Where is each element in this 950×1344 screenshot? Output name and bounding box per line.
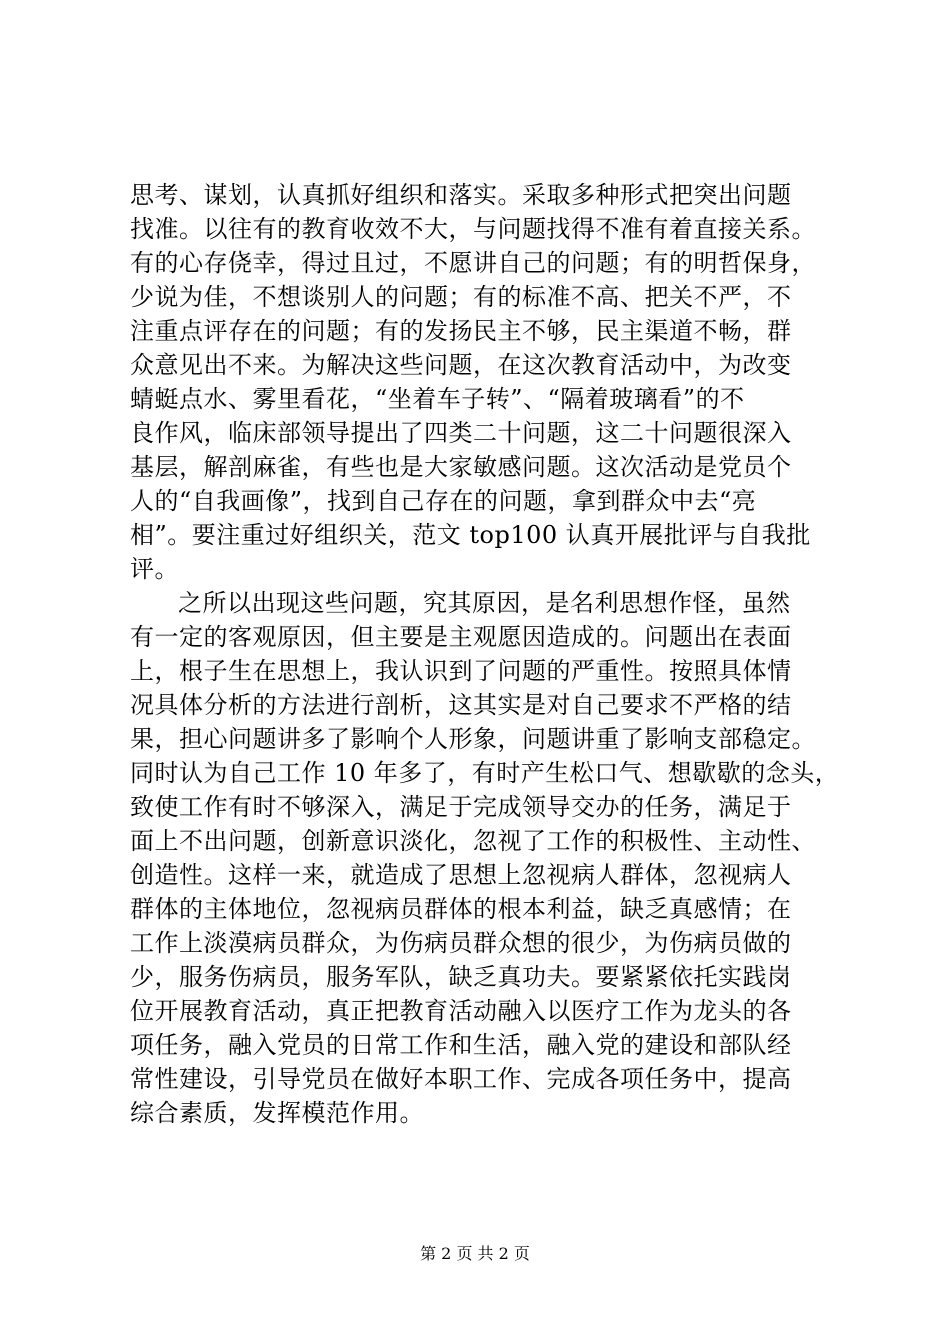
text-line: 位开展教育活动，真正把教育活动融入以医疗工作为龙头的各 bbox=[130, 997, 792, 1025]
text-line: 项任务，融入党员的日常工作和生活，融入党的建设和部队经 bbox=[130, 1031, 792, 1059]
text-line: 综合素质，发挥模范作用。 bbox=[130, 1099, 424, 1127]
text-line: 面上不出问题，创新意识淡化，忽视了工作的积极性、主动性、 bbox=[130, 827, 816, 855]
text-line: 良作风，临床部领导提出了四类二十问题，这二十问题很深入 bbox=[130, 419, 792, 447]
text-line: 相”。要注重过好组织关，范文 top100 认真开展批评与自我批 bbox=[130, 521, 811, 549]
text-line: 有的心存侥幸，得过且过，不愿讲自己的问题；有的明哲保身， bbox=[130, 249, 816, 277]
text-line: 同时认为自己工作 10 年多了，有时产生松口气、想歇歇的念头， bbox=[130, 759, 840, 787]
text-line: 之所以出现这些问题，究其原因，是名利思想作怪，虽然 bbox=[178, 589, 791, 617]
text-line: 众意见出不来。为解决这些问题，在这次教育活动中，为改变 bbox=[130, 351, 792, 379]
text-line: 况具体分析的方法进行剖析，这其实是对自己要求不严格的结 bbox=[130, 691, 792, 719]
text-line: 果，担心问题讲多了影响个人形象，问题讲重了影响支部稳定。 bbox=[130, 725, 816, 753]
document-body bbox=[130, 178, 840, 1130]
text-line: 有一定的客观原因，但主要是主观愿因造成的。问题出在表面 bbox=[130, 623, 792, 651]
paragraph-1 bbox=[130, 178, 830, 586]
page-number-footer: 第 2 页 共 2 页 bbox=[420, 1244, 530, 1263]
text-line: 上，根子生在思想上，我认识到了问题的严重性。按照具体情 bbox=[130, 657, 792, 685]
text-line: 注重点评存在的问题；有的发扬民主不够，民主渠道不畅，群 bbox=[130, 317, 792, 345]
text-line: 评。 bbox=[130, 555, 179, 583]
text-line: 找准。以往有的教育收效不大，与问题找得不准有着直接关系。 bbox=[130, 215, 816, 243]
text-line: 创造性。这样一来，就造成了思想上忽视病人群体，忽视病人 bbox=[130, 861, 792, 889]
text-line: 群体的主体地位，忽视病员群体的根本利益，缺乏真感情；在 bbox=[130, 895, 792, 923]
text-line: 蜻蜓点水、雾里看花，“坐着车子转”、“隔着玻璃看”的不 bbox=[130, 385, 745, 413]
text-line: 思考、谋划，认真抓好组织和落实。采取多种形式把突出问题 bbox=[130, 181, 792, 209]
text-line: 工作上淡漠病员群众，为伤病员群众想的很少，为伤病员做的 bbox=[130, 929, 792, 957]
text-line: 致使工作有时不够深入，满足于完成领导交办的任务，满足于 bbox=[130, 793, 792, 821]
text-line: 少，服务伤病员，服务军队，缺乏真功夫。要紧紧依托实践岗 bbox=[130, 963, 792, 991]
text-line: 基层，解剖麻雀，有些也是大家敏感问题。这次活动是党员个 bbox=[130, 453, 792, 481]
text-line: 少说为佳，不想谈别人的问题；有的标准不高、把关不严，不 bbox=[130, 283, 792, 311]
text-line: 人的“自我画像”，找到自己存在的问题，拿到群众中去“亮 bbox=[130, 487, 757, 515]
paragraph-2 bbox=[130, 586, 840, 1130]
text-line: 常性建设，引导党员在做好本职工作、完成各项任务中，提高 bbox=[130, 1065, 792, 1093]
